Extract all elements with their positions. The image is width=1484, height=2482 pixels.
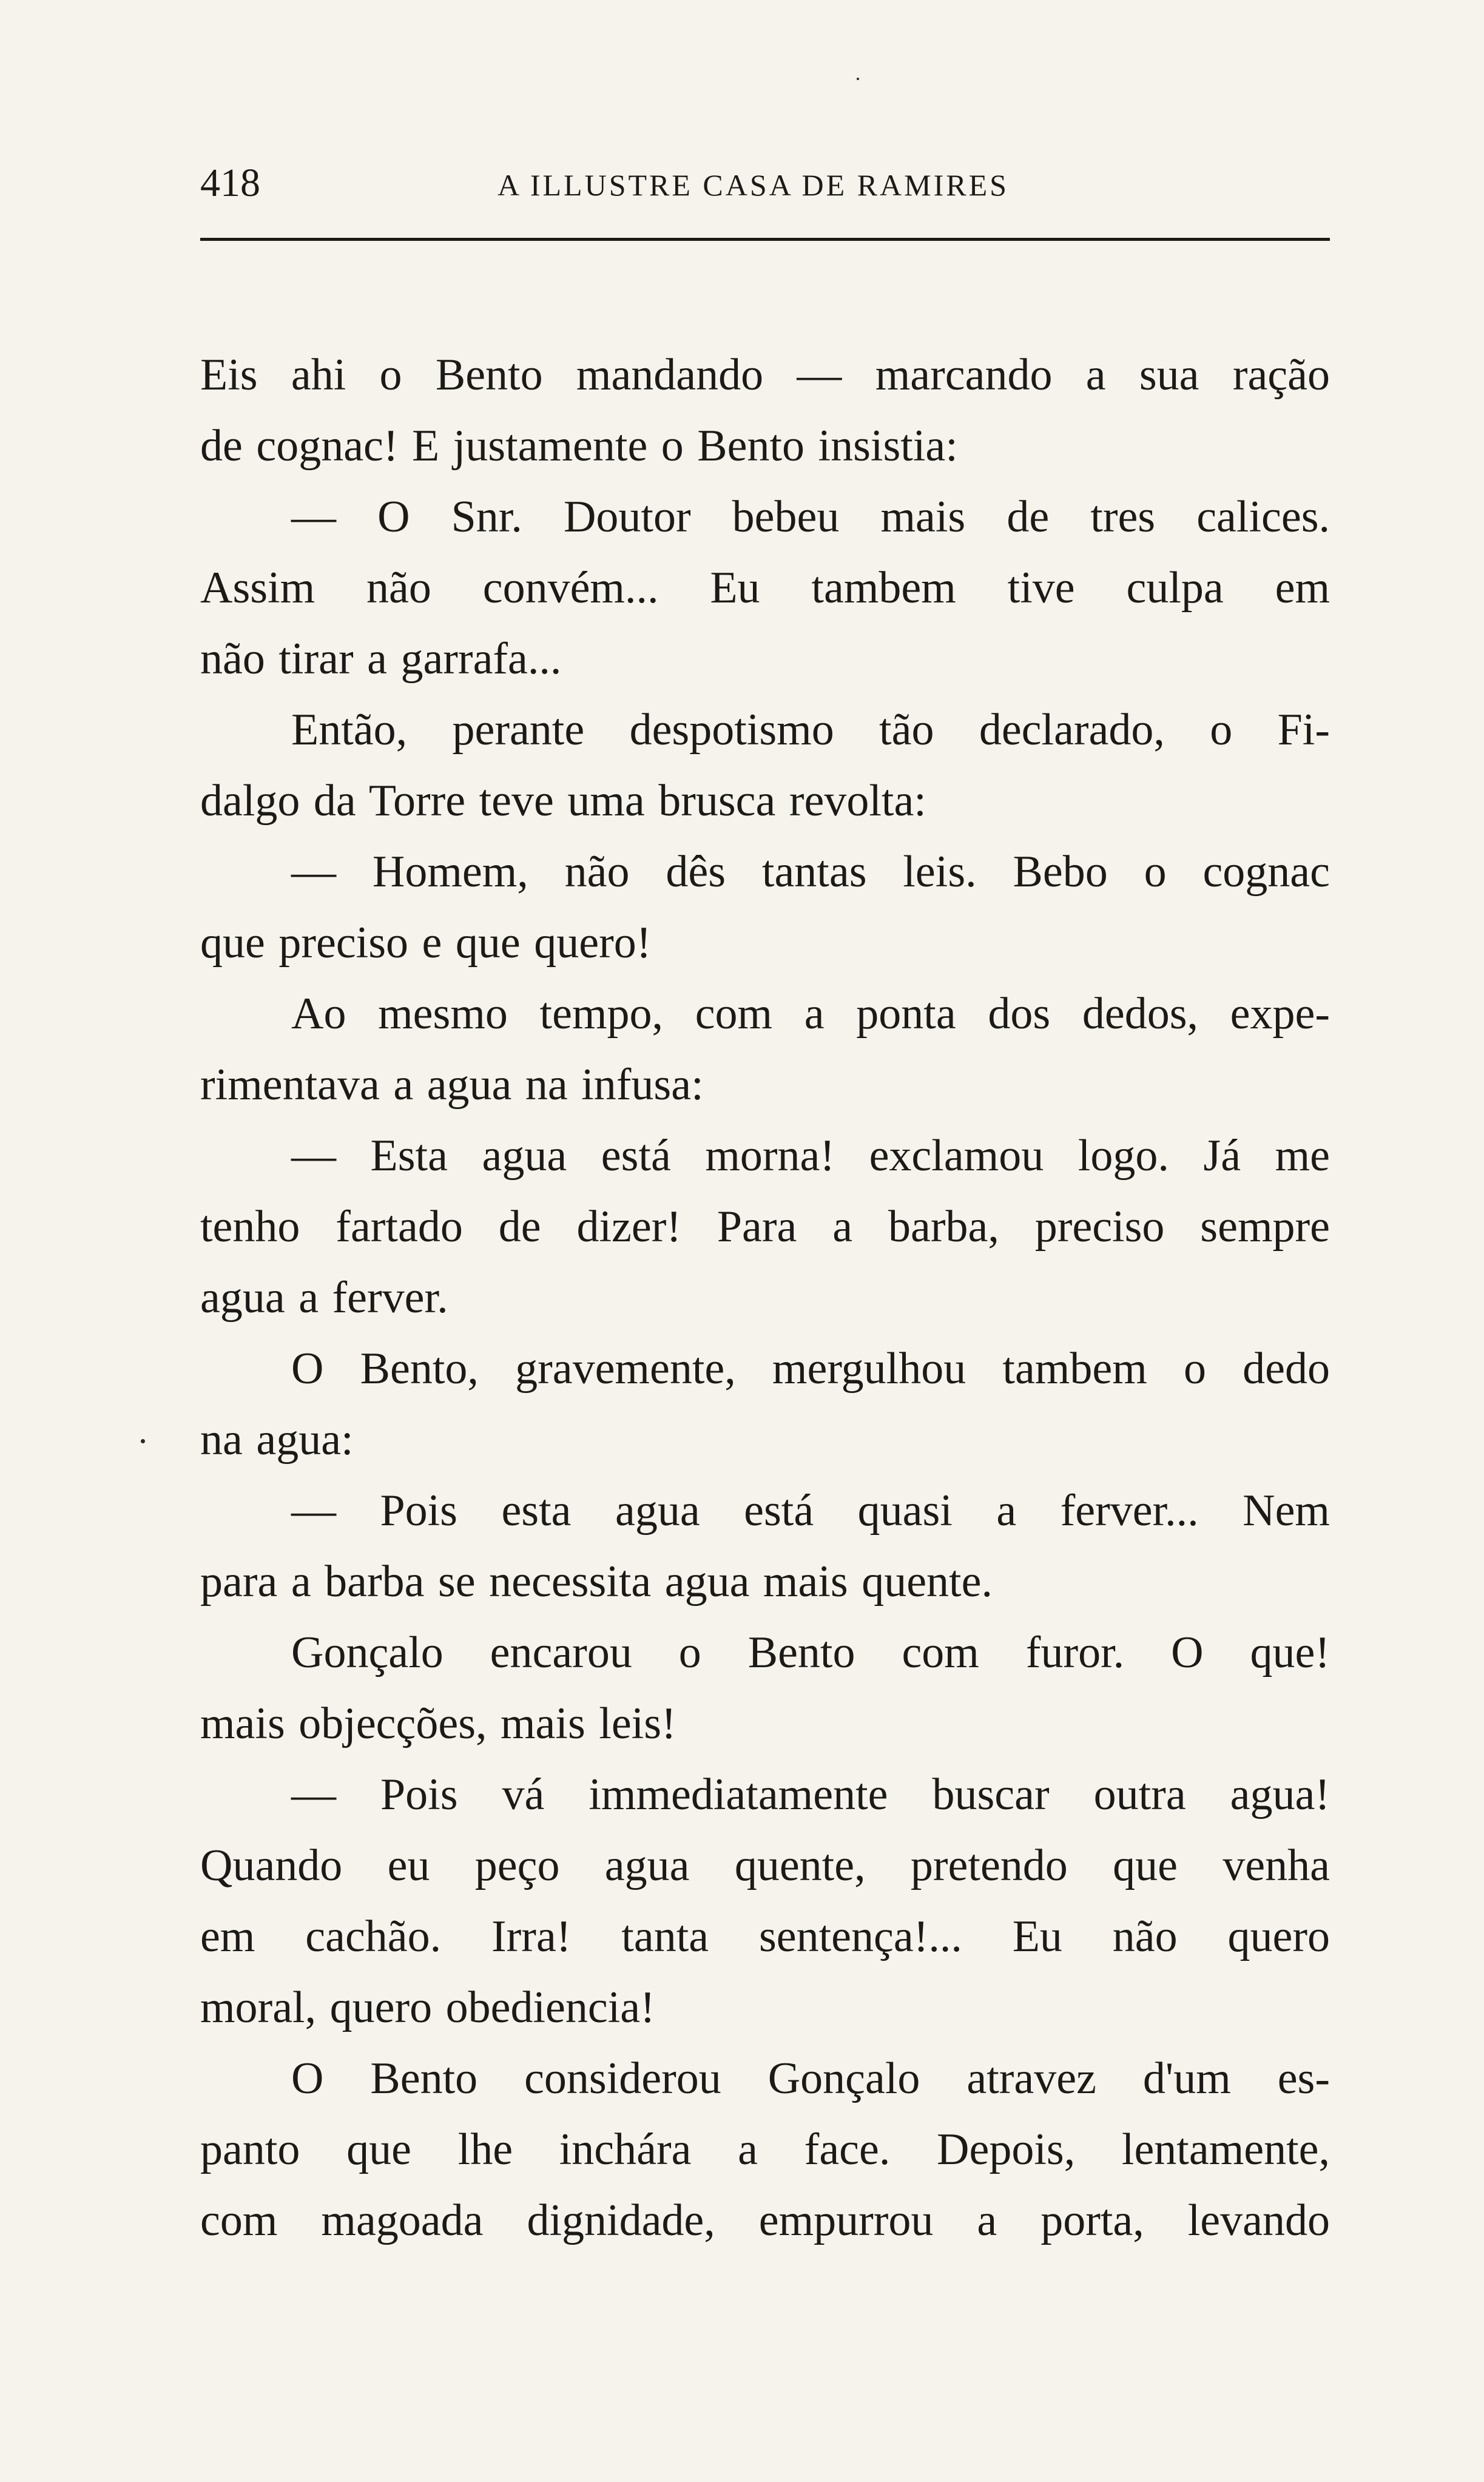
text-line: em cachão. Irra! tanta sentença!... Eu não quero: [200, 1912, 1330, 1961]
text-line: mais objecções, mais leis!: [200, 1699, 676, 1749]
text-line: Assim não convém... Eu tambem tive culpa em: [200, 563, 1330, 613]
text-line: moral, quero obediencia!: [200, 1983, 655, 2032]
text-line: rimentava a agua na infusa:: [200, 1060, 704, 1110]
text-line: O Bento, gravemente, mergulhou tambem o dedo: [291, 1344, 1330, 1394]
text-line: Então, perante despotismo tão declarado, o Fi-: [291, 705, 1330, 755]
text-line: O Bento considerou Gonçalo atravez d'um es-: [291, 2054, 1330, 2103]
text-line: dalgo da Torre teve uma brusca revolta:: [200, 776, 926, 826]
ink-speck: [857, 78, 859, 80]
text-line: panto que lhe inchára a face. Depois, lentamente,: [200, 2125, 1330, 2174]
ink-speck: [141, 1439, 145, 1443]
text-line: — Esta agua está morna! exclamou logo. Já me: [291, 1131, 1330, 1181]
text-line: para a barba se necessita agua mais quente.: [200, 1557, 993, 1607]
text-line: Quando eu peço agua quente, pretendo que venha: [200, 1841, 1330, 1890]
running-head: [200, 159, 1329, 207]
book-title: A ILLUSTRE CASA DE RAMIRES: [497, 168, 1009, 202]
text-line: — Homem, não dês tantas leis. Bebo o cognac: [291, 847, 1330, 897]
text-line: com magoada dignidade, empurrou a porta, levando: [200, 2196, 1330, 2245]
page-number: 418: [200, 161, 260, 205]
text-line: Ao mesmo tempo, com a ponta dos dedos, expe-: [291, 989, 1330, 1039]
text-line: — Pois esta agua está quasi a ferver... Nem: [291, 1486, 1330, 1536]
text-line: Eis ahi o Bento mandando — marcando a sua ração: [200, 350, 1330, 400]
text-line: não tirar a garrafa...: [200, 634, 562, 684]
text-line: — Pois vá immediatamente buscar outra agua!: [291, 1770, 1330, 1819]
text-line: tenho fartado de dizer! Para a barba, preciso sempre: [200, 1202, 1330, 1252]
text-line: de cognac! E justamente o Bento insistia:: [200, 421, 958, 471]
header-rule: [200, 238, 1330, 241]
text-line: que preciso e que quero!: [200, 918, 652, 968]
text-line: agua a ferver.: [200, 1273, 448, 1323]
text-line: na agua:: [200, 1415, 354, 1465]
text-line: — O Snr. Doutor bebeu mais de tres calices.: [291, 492, 1330, 542]
body-text: [200, 340, 1330, 2256]
text-line: Gonçalo encarou o Bento com furor. O que!: [291, 1628, 1330, 1678]
